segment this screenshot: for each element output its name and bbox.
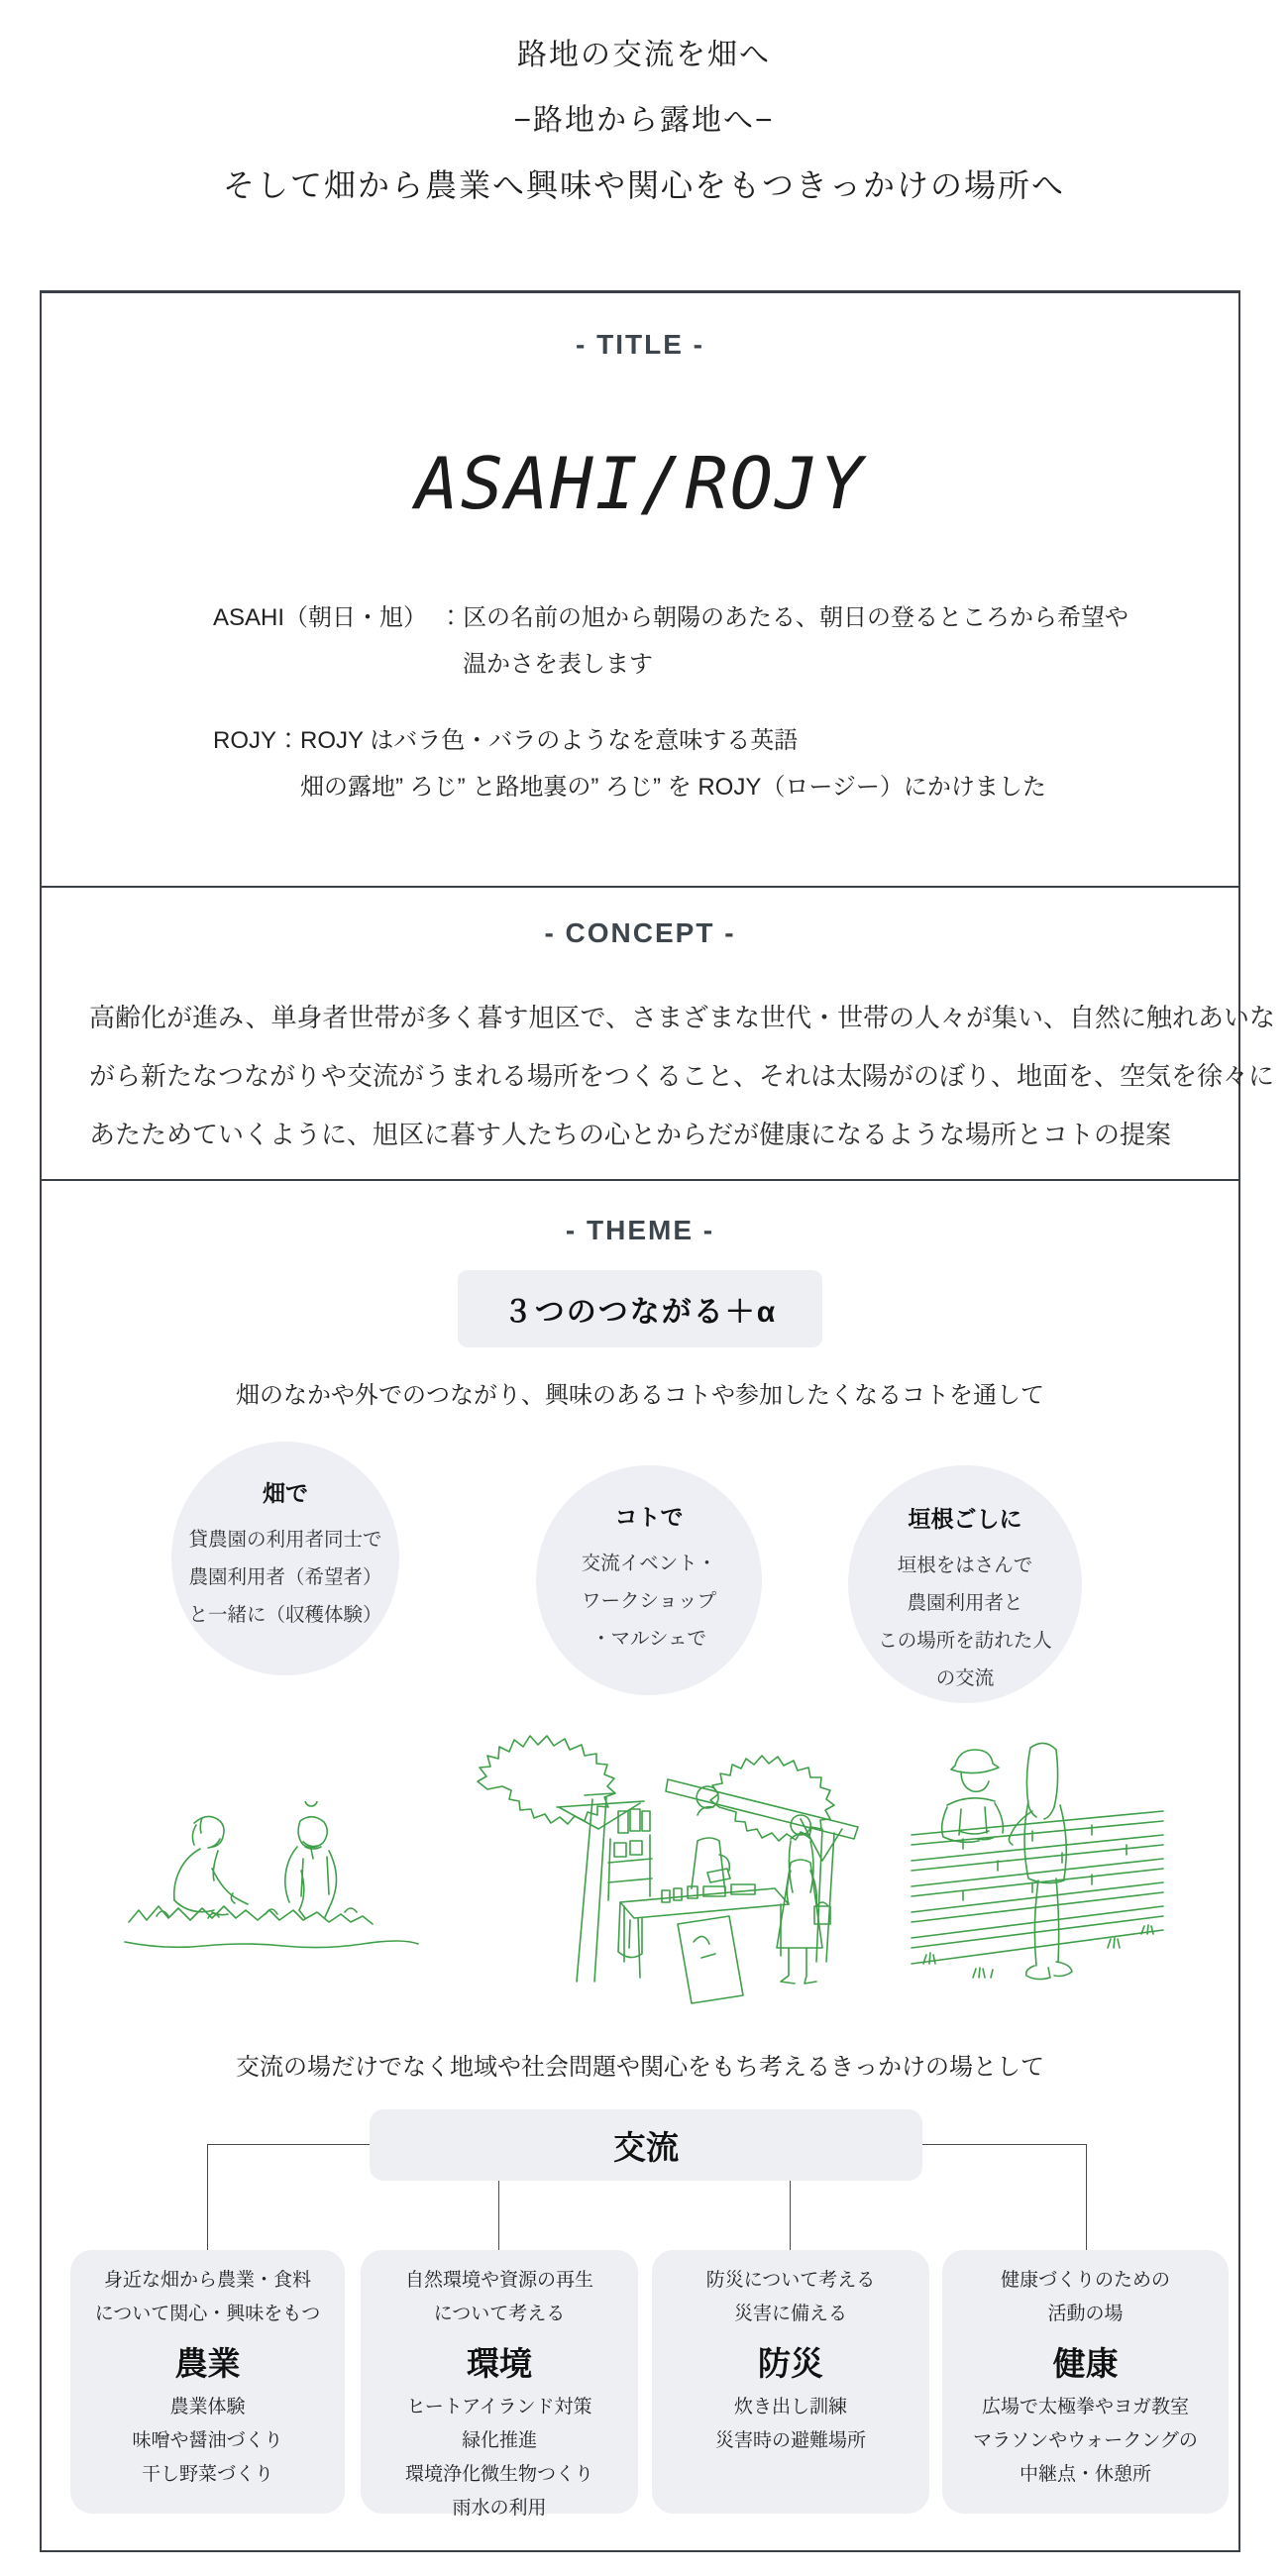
title-section-heading: - TITLE - [576,329,704,360]
diagram-node-environment [361,2250,638,2519]
header-line-3: そして畑から農業へ興味や関心をもつきっかけの場所へ [222,167,1065,203]
bridge-text: 交流の場だけでなく地域や社会問題や関心をもち考えるきっかけの場として [236,2054,1044,2081]
concept-line-3: あたためていくように、旭区に暮す人たちの心とからだが健康になるような場所とコトの提案 [89,1120,1172,1149]
node-environment-item-2: 緑化推進 [461,2430,537,2451]
node-disaster-item-2: 災害時の避難場所 [714,2430,866,2451]
node-agriculture-item-2: 味噌や醤油づくり [132,2430,283,2451]
circle-farm-line-1: 貸農園の利用者同士で [188,1529,382,1551]
project-name: ASAHI/ROJY [415,442,865,525]
concept-section-heading: - CONCEPT - [544,917,736,948]
node-health-intro [942,2264,1229,2331]
node-agriculture-intro-2: について関心・興味をもつ [94,2304,321,2324]
node-health-intro-2: 活動の場 [1047,2304,1124,2324]
circle-fence-line-3: この場所を訪れた人 [878,1630,1052,1652]
theme-subtitle: 畑のなかや外でのつながり、興味のあるコトや参加したくなるコトを通して [236,1382,1044,1409]
theme-section [42,1181,1238,2550]
node-environment-item-1: ヒートアイランド対策 [406,2397,592,2417]
connector-line [498,2181,499,2250]
node-health-items [942,2391,1229,2492]
node-agriculture-intro [70,2264,345,2331]
definition-asahi [213,594,1238,688]
definition-asahi-line-2: 温かさを表します [463,651,654,678]
circle-koto-line-2: ワークショップ [581,1590,717,1612]
concept-line-2: がら新たなつながりや交流がうまれる場所をつくること、それは太陽がのぼり、地面を、空気を徐々に [89,1061,1275,1091]
concept-section [42,888,1276,1181]
definition-rojy-body [300,717,1046,810]
node-agriculture-items [70,2391,345,2492]
node-environment-item-3: 環境浄化微生物つくり [404,2464,593,2485]
name-definitions [42,594,1238,810]
page-header [0,0,1288,206]
connector-line [922,2144,1087,2145]
circle-koto [536,1465,762,1695]
circle-koto-line-3: ・マルシェで [590,1628,707,1650]
definition-asahi-term: ASAHI（朝日・旭） ： [213,604,464,631]
definition-rojy-term: ROJY： [213,727,301,754]
node-environment-item-4: 雨水の利用 [452,2498,547,2519]
node-environment-items [361,2391,638,2525]
theme-badge: ３つのつながる＋α [458,1270,822,1347]
node-environment-intro-1: 自然環境や資源の再生 [404,2270,593,2291]
connector-line [207,2144,208,2250]
connector-line [207,2144,370,2145]
connector-line [1086,2144,1087,2250]
fence-illustration [904,1728,1173,2015]
circle-farm-line-2: 農園利用者（希望者） [188,1566,382,1588]
content-board [40,290,1276,2552]
node-agriculture-intro-1: 身近な畑から農業・食料 [103,2270,311,2291]
definition-rojy-line-2: 畑の露地” ろじ” と路地裏の” ろじ” を ROJY（ロージー）にかけました [300,774,1046,801]
circle-fence-line-2: 農園利用者と [907,1592,1023,1614]
theme-circles [42,1442,1238,1734]
diagram-node-disaster [652,2250,929,2514]
node-disaster-items [652,2391,929,2458]
theme-diagram [42,2103,1238,2529]
node-disaster-item-1: 炊き出し訓練 [733,2397,847,2417]
circle-farm-lines [171,1521,399,1634]
theme-section-heading: - THEME - [565,1215,715,1245]
node-disaster-title: 防災 [758,2345,823,2382]
circle-fence-lines [848,1547,1082,1697]
node-health-item-1: 広場で太極拳やヨガ教室 [981,2397,1189,2417]
node-environment-intro-2: について考える [433,2304,566,2324]
circle-fence-line-1: 垣根をはさんで [897,1555,1033,1576]
theme-illustrations [42,1742,1238,2001]
node-agriculture-item-3: 干し野菜づくり [141,2464,273,2485]
diagram-node-health [942,2250,1229,2514]
connector-line [790,2181,791,2250]
node-agriculture-title: 農業 [174,2345,241,2382]
definition-rojy [213,717,1238,810]
circle-koto-lines [536,1545,762,1658]
circle-fence-line-4: の交流 [935,1667,995,1689]
header-line-2: −路地から露地へ− [513,104,775,137]
circle-farm-title: 畑で [263,1480,308,1506]
circle-koto-title: コトで [614,1504,684,1530]
node-environment-intro [361,2264,638,2331]
circle-farm [171,1442,399,1675]
concept-body [42,989,1276,1164]
diagram-root-node: 交流 [370,2109,922,2181]
circle-fence [848,1465,1082,1703]
circle-farm-line-3: と一緒に（収穫体験） [188,1604,382,1626]
node-disaster-intro [652,2264,929,2331]
concept-line-1: 高齢化が進み、単身者世帯が多く暮す旭区で、さまざまな世代・世帯の人々が集い、自然に触れあいな [89,1003,1276,1032]
definition-rojy-line-1: ROJY はバラ色・バラのようなを意味する英語 [300,727,799,754]
node-health-item-2: マラソンやウォークングの [973,2430,1198,2451]
market-illustration [474,1712,894,2009]
node-health-intro-1: 健康づくりのための [1000,2270,1170,2291]
node-health-item-3: 中継点・休憩所 [1019,2464,1151,2485]
diagram-node-agriculture [70,2250,345,2514]
node-environment-title: 環境 [467,2345,532,2382]
definition-asahi-body [463,594,1128,688]
title-section [42,293,1238,888]
definition-asahi-line-1: 区の名前の旭から朝陽のあたる、朝日の登るところから希望や [463,604,1129,631]
node-disaster-intro-2: 災害に備える [733,2304,847,2324]
node-agriculture-item-1: 農業体験 [169,2397,246,2417]
header-line-1: 路地の交流を畑へ [517,39,771,71]
harvest-illustration [117,1801,426,1960]
node-disaster-intro-1: 防災について考える [705,2270,876,2291]
node-health-title: 健康 [1052,2345,1119,2382]
circle-koto-line-1: 交流イベント・ [581,1553,717,1574]
circle-fence-title: 垣根ごしに [908,1506,1022,1532]
